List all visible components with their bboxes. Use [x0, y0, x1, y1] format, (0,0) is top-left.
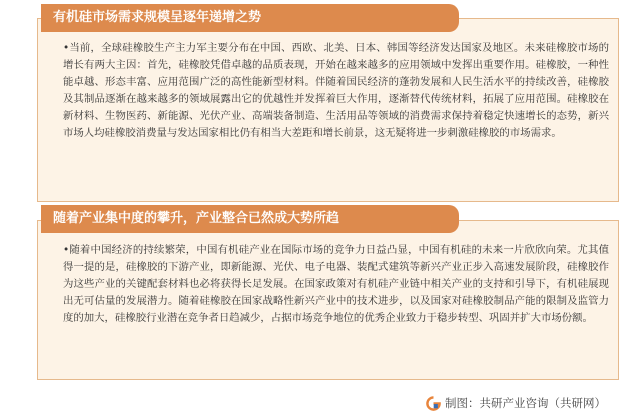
section-2-title: 随着产业集中度的攀升，产业整合已然成大势所趋 [41, 205, 459, 233]
source-text: 制图：共研产业咨询（共研网） [445, 396, 606, 410]
section-1-title: 有机硅市场需求规模呈逐年递增之势 [41, 4, 459, 32]
section-1-body: •当前，全球硅橡胶生产主力军主要分布在中国、西欧、北美、日本、韩国等经济发达国家及地区。未来硅橡胶市场的增长有两大主因：首先，硅橡胶凭借卓越的品质表现，开始在越来越多的应用领域中发挥出重要作用。硅橡胶，一种性能卓越、形态丰富、应用范围广泛的高性能新型材料。伴随着国民经济的蓬勃发展和人民生活水平的持续改善，硅橡胶及其制品逐渐在越来越多的领域展露出它的优越性并发挥着巨大作用，逐渐替代传统材料，拓展了应用范围。硅橡胶在新材料、生物医药、新能源、光伏产业、高端装备制造、生活用品等领域的消费需求保持着稳定快速增长的态势，新兴市场人均硅橡胶消费量与发达国家相比仍有相当大差距和增长前景，这无疑将进一步刺激硅橡胶的市场需求。 [63, 42, 609, 139]
logo-icon [426, 396, 441, 411]
section-2-body: •随着中国经济的持续繁荣，中国有机硅产业在国际市场的竞争力日益凸显，中国有机硅的未来一片欣欣向荣。尤其值得一提的是，硅橡胶的下游产业，即新能源、光伏、电子电器、装配式建筑等新兴产业正步入高速发展阶段，硅橡胶作为这些产业的关键配套材料也必将获得长足发展。在国家政策对有机硅产业链中相关产业的支持和引导下，有机硅展现出无可估量的发展潜力。随着硅橡胶在国家战略性新兴产业中的技术进步，以及国家对硅橡胶制品产能的限制及监管力度的加大，硅橡胶行业潜在竞争者日趋减少，占据市场竞争地位的优秀企业致力于稳步转型、巩固并扩大市场份额。 [63, 244, 609, 324]
source-credit [426, 393, 606, 413]
